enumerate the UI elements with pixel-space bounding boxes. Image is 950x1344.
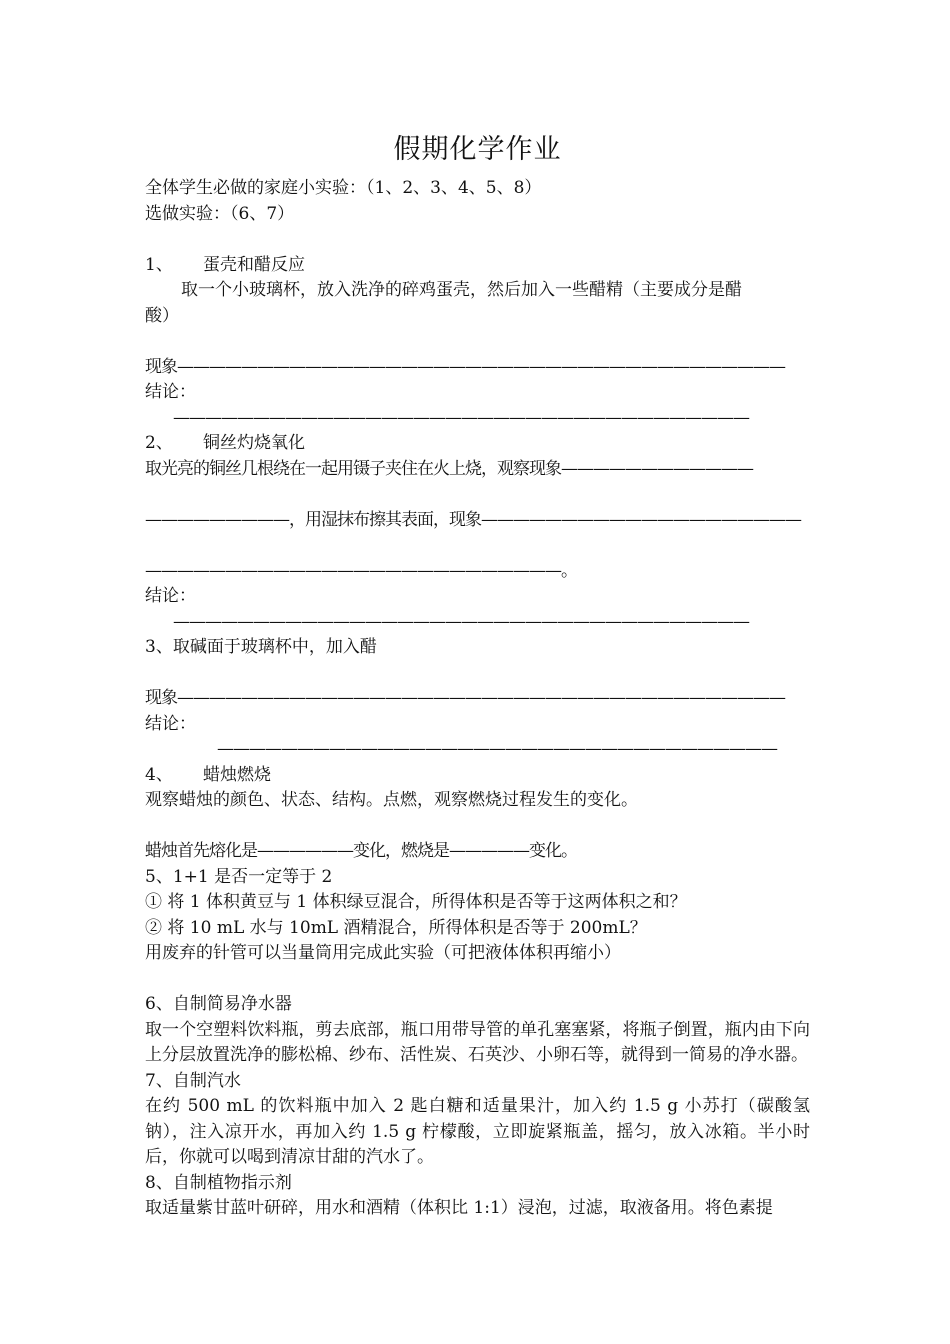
document-body xyxy=(145,130,810,1222)
exp4-body: 观察蜡烛的颜色、状态、结构。点燃，观察燃烧过程发生的变化。 xyxy=(145,790,638,810)
exp1-conclusion-line: ———————————————————————————————————— xyxy=(173,407,749,428)
exp2-line2: —————————，用湿抹布擦其表面，现象———————————————————— xyxy=(145,509,801,530)
exp1-body-line2: 酸） xyxy=(145,305,179,326)
exp2-line1: 取光亮的铜丝几根绕在一起用镊子夹住在火上烧，观察现象———————————— xyxy=(145,458,753,479)
exp1-number: 1、 xyxy=(145,254,173,275)
exp5-note: 用废弃的针管可以当量筒用完成此实验（可把液体体积再缩小） xyxy=(145,943,621,963)
exp4-fill: 蜡烛首先熔化是——————变化，燃烧是—————变化。 xyxy=(145,841,577,861)
exp3-phenomenon: 现象—————————————————————————————————————— xyxy=(145,688,785,708)
exp5-question-1: ① 将 1 体积黄豆与 1 体积绿豆混合，所得体积是否等于这两体积之和？ xyxy=(145,892,687,912)
exp1-conclusion-label: 结论： xyxy=(145,382,196,402)
exp1-phenomenon: 现象—————————————————————————————————————— xyxy=(145,356,785,377)
exp7-heading: 7、自制汽水 xyxy=(145,1070,241,1091)
exp1-heading-row xyxy=(145,253,810,279)
exp2-number: 2、 xyxy=(145,433,173,453)
exp3-heading: 3、取碱面于玻璃杯中，加入醋 xyxy=(145,637,377,657)
exp8-heading: 8、自制植物指示剂 xyxy=(145,1172,292,1193)
intro-optional: 选做实验：（6、7） xyxy=(145,203,295,224)
exp2-heading-row xyxy=(145,431,810,457)
exp4-heading: 蜡烛燃烧 xyxy=(203,764,271,785)
exp5-question-2: ② 将 10 mL 水与 10mL 酒精混合，所得体积是否等于 200mL？ xyxy=(145,917,647,938)
exp3-conclusion-line: ——————————————————————————————————— xyxy=(217,739,777,759)
exp2-heading: 铜丝灼烧氧化 xyxy=(203,433,305,453)
exp7-body: 在约 500 mL 的饮料瓶中加入 2 匙白糖和适量果汁，加入约 1.5 g 小苏打（碳酸氢钠），注入凉开水，再加入约 1.5 g 柠檬酸，立即旋紧瓶盖，摇匀，放入冰箱。半小时后，你就可以喝到清凉甘甜的汽水了。 xyxy=(145,1096,810,1167)
exp5-heading: 5、1+1 是否一定等于 2 xyxy=(145,866,333,887)
exp2-conclusion-label: 结论： xyxy=(145,586,196,606)
intro-required: 全体学生必做的家庭小实验：（1、2、3、4、5、8） xyxy=(145,178,542,198)
exp4-number: 4、 xyxy=(145,764,173,785)
exp6-heading: 6、自制简易净水器 xyxy=(145,994,292,1014)
page-title: 假期化学作业 xyxy=(393,134,562,165)
exp6-body: 取一个空塑料饮料瓶，剪去底部，瓶口用带导管的单孔塞塞紧，将瓶子倒置，瓶内由下向上分层放置洗净的膨松棉、纱布、活性炭、石英沙、小卵石等，就得到一简易的净水器。 xyxy=(145,1019,810,1065)
exp1-body-line1: 取一个小玻璃杯，放入洗净的碎鸡蛋壳，然后加入一些醋精（主要成分是醋 xyxy=(181,280,742,300)
exp2-line3: ——————————————————————————。 xyxy=(145,560,577,581)
exp3-conclusion-label: 结论： xyxy=(145,713,196,734)
exp4-heading-row xyxy=(145,763,810,789)
exp8-body: 取适量紫甘蓝叶研碎，用水和酒精（体积比 1:1）浸泡，过滤，取液备用。将色素提 xyxy=(145,1198,773,1218)
exp2-conclusion-line: ———————————————————————————————————— xyxy=(173,611,749,632)
exp1-heading: 蛋壳和醋反应 xyxy=(203,254,305,275)
